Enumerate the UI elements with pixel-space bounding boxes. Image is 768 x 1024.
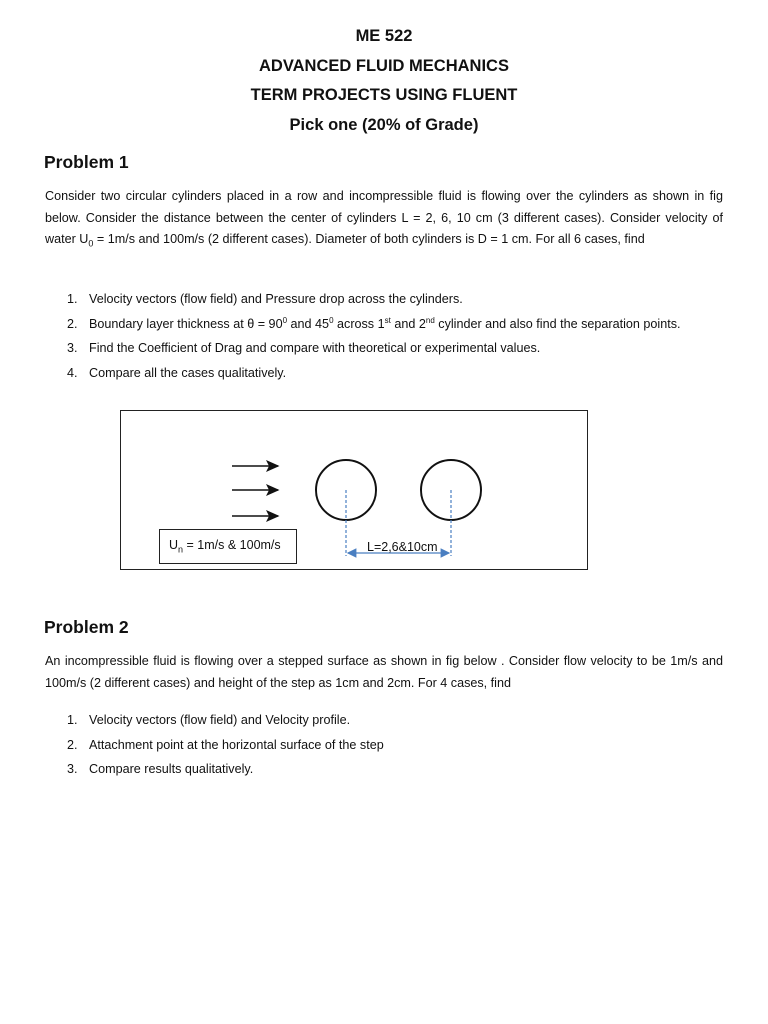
list-text: Compare all the cases qualitatively. <box>89 365 287 380</box>
list-item <box>45 338 725 359</box>
velocity-subscript: n <box>178 544 184 555</box>
grade-instruction: Pick one (20% of Grade) <box>289 115 479 134</box>
list-text: and 2 <box>390 316 426 331</box>
cylinder-flow-figure <box>120 410 588 570</box>
list-text: Velocity vectors (flow field) and Pressure drop across the cylinders. <box>89 292 463 306</box>
list-text: across 1 <box>333 316 385 331</box>
superscript: nd <box>425 315 435 325</box>
list-number: 3. <box>67 341 78 355</box>
list-item <box>45 314 725 335</box>
desc-part: Consider two circular cylinders placed in a row and incompressible fluid is flowing over the cylinders as shown in fig below. Consider the distance between the center of cylinders L = 2, 6, 10 cm (3 different cases). Consider velocity of water U <box>45 189 723 247</box>
course-code: ME 522 <box>355 27 413 45</box>
list-number: 1. <box>67 292 78 306</box>
project-title: TERM PROJECTS USING FLUENT <box>250 86 518 104</box>
distance-label: L=2,6&10cm <box>367 540 438 554</box>
list-number: 2. <box>67 737 78 752</box>
problem-1-task-list <box>45 289 725 387</box>
list-item <box>45 363 725 384</box>
desc-part: = 1m/s and 100m/s (2 different cases). Diameter of both cylinders is D = 1 cm. For all 6 cases, find <box>93 232 645 247</box>
list-text: Compare results qualitatively. <box>89 762 254 776</box>
list-text: cylinder and also find the separation points. <box>434 316 681 331</box>
list-item <box>45 735 725 756</box>
list-item <box>45 289 725 310</box>
superscript: 0 <box>282 315 288 325</box>
desc-subscript: 0 <box>88 238 94 249</box>
problem-2-description: An incompressible fluid is flowing over a stepped surface as shown in fig below . Consider flow velocity to be 1m/s and 100m/s (2 different cases) and height of the step as 1cm and 2cm. For 4 cases, find <box>45 654 723 690</box>
list-number: 4. <box>67 365 78 380</box>
list-item <box>45 710 725 731</box>
list-item <box>45 759 725 780</box>
course-title: ADVANCED FLUID MECHANICS <box>259 56 509 75</box>
list-number: 1. <box>67 713 78 727</box>
list-text: Attachment point at the horizontal surface of the step <box>89 737 384 752</box>
list-number: 3. <box>67 762 78 776</box>
problem-1-heading: Problem 1 <box>44 152 129 172</box>
document-header <box>0 22 768 140</box>
list-number: 2. <box>67 316 78 331</box>
superscript: 0 <box>329 315 334 325</box>
list-text: Velocity vectors (flow field) and Velocity profile. <box>89 713 351 727</box>
problem-2-heading: Problem 2 <box>44 617 129 637</box>
superscript: st <box>384 315 391 325</box>
list-text: Boundary layer thickness at θ = 90 <box>89 316 283 331</box>
velocity-label-box <box>159 529 297 564</box>
problem-2-task-list <box>45 710 725 784</box>
velocity-values: = 1m/s & 100m/s <box>183 538 281 552</box>
list-text: Find the Coefficient of Drag and compare with theoretical or experimental values. <box>89 341 541 355</box>
list-text: and 45 <box>287 316 330 331</box>
problem-1-description <box>45 186 723 251</box>
velocity-symbol: U <box>169 538 179 552</box>
